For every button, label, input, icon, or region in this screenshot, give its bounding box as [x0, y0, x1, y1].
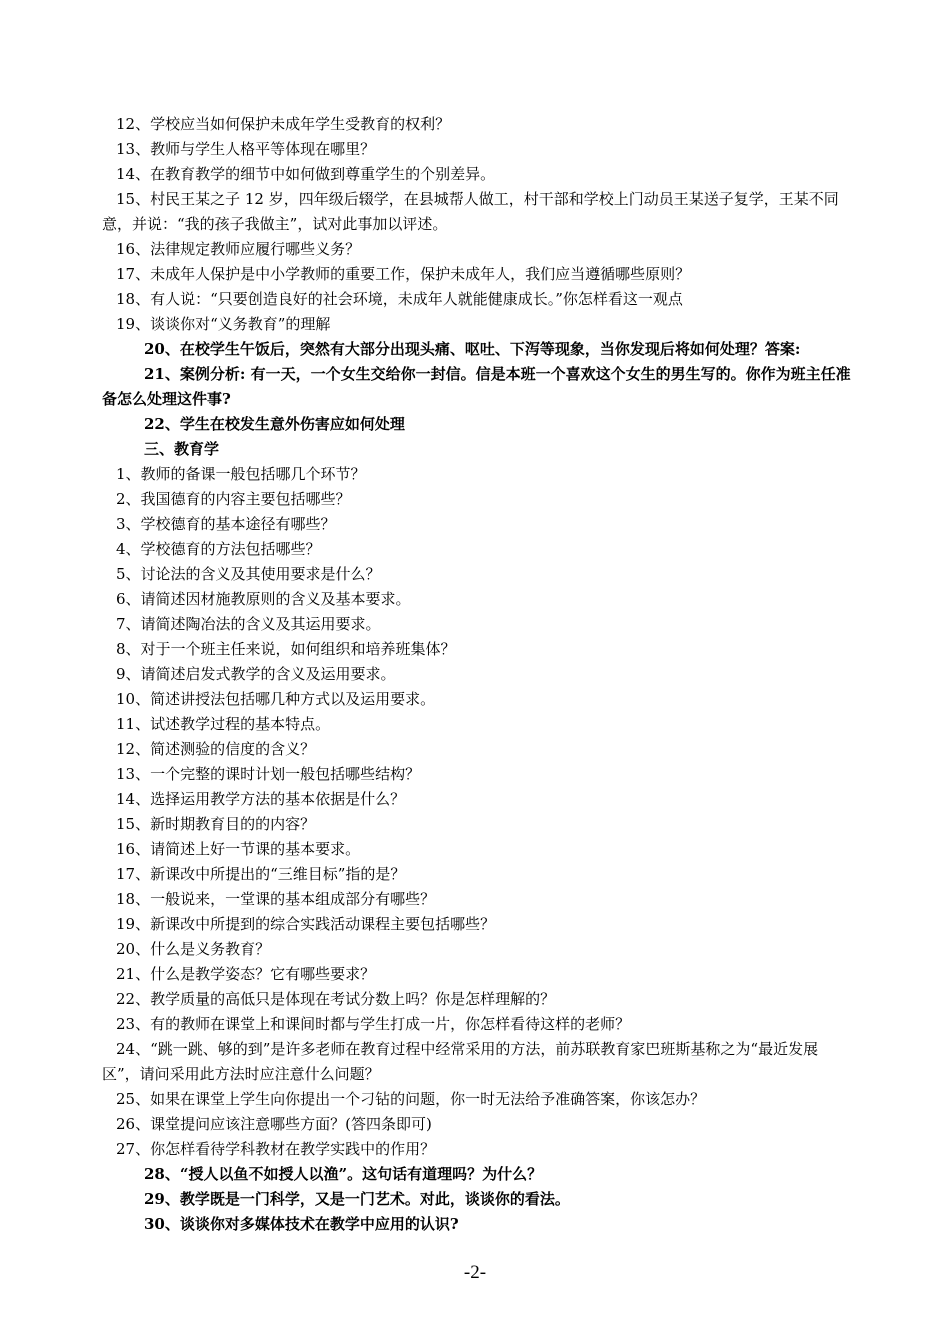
- question-item: 10、简述讲授法包括哪几种方式以及运用要求。: [116, 690, 436, 708]
- question-item: 2、我国德育的内容主要包括哪些？: [116, 490, 351, 508]
- question-item: 18、有人说：“只要创造良好的社会环境，未成年人就能健康成长。”你怎样看这一观点: [116, 290, 683, 308]
- question-item: 6、请简述因材施教原则的含义及基本要求。: [116, 590, 411, 608]
- question-item: 19、新课改中所提到的综合实践活动课程主要包括哪些？: [116, 915, 496, 933]
- question-item: 23、有的教师在课堂上和课间时都与学生打成一片，你怎样看待这样的老师？: [116, 1015, 631, 1033]
- question-item: 12、简述测验的信度的含义？: [116, 740, 316, 758]
- question-item: 8、对于一个班主任来说，如何组织和培养班集体？: [116, 640, 456, 658]
- question-item: 12、学校应当如何保护未成年学生受教育的权利？: [116, 115, 451, 133]
- question-item: 13、一个完整的课时计划一般包括哪些结构？: [116, 765, 421, 783]
- question-item-bold: 29、教学既是一门科学，又是一门艺术。对此，谈谈你的看法。: [144, 1190, 570, 1208]
- question-item: 21、什么是教学姿态？它有哪些要求？: [116, 965, 376, 983]
- question-item: 22、教学质量的高低只是体现在考试分数上吗？你是怎样理解的？: [116, 990, 556, 1008]
- question-item: 14、在教育教学的细节中如何做到尊重学生的个别差异。: [116, 165, 496, 183]
- question-item: 20、什么是义务教育？: [116, 940, 271, 958]
- question-item: 5、讨论法的含义及其使用要求是什么？: [116, 565, 381, 583]
- question-item-bold: 22、学生在校发生意外伤害应如何处理: [144, 415, 405, 433]
- question-item: 15、村民王某之子 12 岁，四年级后辍学，在县城帮人做工，村干部和学校上门动员王某送子复学，王某不同意，并说：“我的孩子我做主”，试对此事加以评述。: [102, 190, 839, 233]
- question-item-bold: 21、案例分析: 有一天，一个女生交给你一封信。信是本班一个喜欢这个女生的男生写的。你作为班主任准备怎么处理这件事?: [102, 365, 851, 408]
- page-number: -2-: [463, 1262, 487, 1283]
- question-item: 25、如果在课堂上学生向你提出一个刁钻的问题，你一时无法给予准确答案，你该怎办？: [116, 1090, 706, 1108]
- question-item: 3、学校德育的基本途径有哪些？: [116, 515, 336, 533]
- question-item: 26、课堂提问应该注意哪些方面？(答四条即可): [116, 1115, 432, 1133]
- page-body: [102, 112, 852, 1237]
- question-item: 4、学校德育的方法包括哪些？: [116, 540, 321, 558]
- question-item: 11、试述教学过程的基本特点。: [116, 715, 331, 733]
- question-item: 17、未成年人保护是中小学教师的重要工作，保护未成年人，我们应当遵循哪些原则？: [116, 265, 691, 283]
- question-item-bold: 20、在校学生午饭后，突然有大部分出现头痛、呕吐、下泻等现象，当你发现后将如何处理？答案:: [144, 340, 801, 358]
- question-item: 9、请简述启发式教学的含义及运用要求。: [116, 665, 396, 683]
- question-item: 15、新时期教育目的的内容？: [116, 815, 316, 833]
- question-item: 16、法律规定教师应履行哪些义务？: [116, 240, 361, 258]
- question-item: 16、请简述上好一节课的基本要求。: [116, 840, 361, 858]
- section-heading: 三、教育学: [144, 440, 220, 458]
- question-item: 17、新课改中所提出的“三维目标”指的是？: [116, 865, 406, 883]
- question-item-bold: 28、“授人以鱼不如授人以渔”。这句话有道理吗？为什么？: [144, 1165, 543, 1183]
- question-item-bold: 30、谈谈你对多媒体技术在教学中应用的认识?: [144, 1215, 459, 1233]
- question-item: 27、你怎样看待学科教材在教学实践中的作用？: [116, 1140, 436, 1158]
- question-item: 19、谈谈你对“义务教育”的理解: [116, 315, 331, 333]
- question-item: 7、请简述陶冶法的含义及其运用要求。: [116, 615, 381, 633]
- question-item: 1、教师的备课一般包括哪几个环节？: [116, 465, 366, 483]
- question-item: 14、选择运用教学方法的基本依据是什么？: [116, 790, 406, 808]
- question-item: 24、“跳一跳、够的到”是许多老师在教育过程中经常采用的方法，前苏联教育家巴班斯基称之为“最近发展区”，请问采用此方法时应注意什么问题？: [102, 1040, 819, 1083]
- question-item: 13、教师与学生人格平等体现在哪里？: [116, 140, 376, 158]
- question-item: 18、一般说来，一堂课的基本组成部分有哪些？: [116, 890, 436, 908]
